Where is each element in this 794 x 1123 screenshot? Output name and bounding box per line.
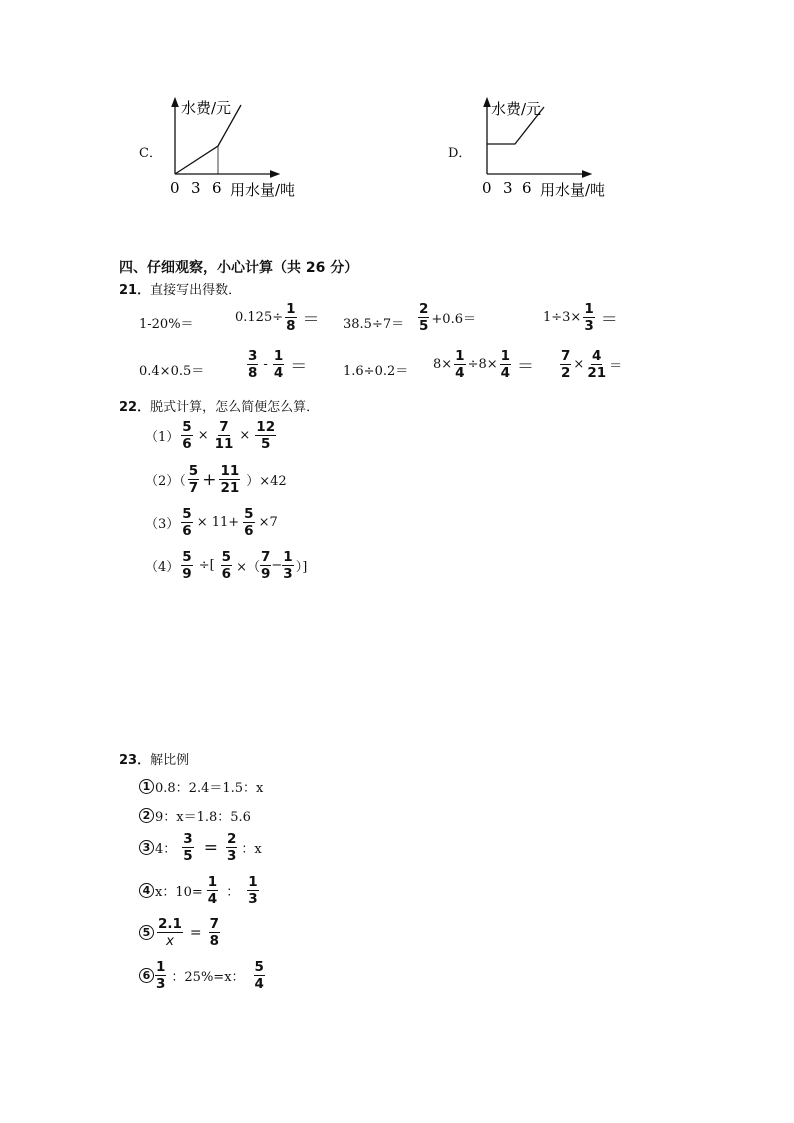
fraction bbox=[226, 832, 237, 863]
tick-label-3: 3 bbox=[503, 179, 513, 197]
denominator: 4 bbox=[207, 891, 218, 908]
denominator: 8 bbox=[286, 318, 296, 335]
circled-number: 4 bbox=[139, 883, 154, 898]
question-text: 直接写出得数． bbox=[150, 283, 242, 298]
numerator: 4 bbox=[592, 348, 602, 364]
numerator: 5 bbox=[221, 549, 232, 565]
operator: − bbox=[271, 558, 283, 574]
q22-problem-2 bbox=[145, 464, 287, 495]
equals-sign: = bbox=[203, 837, 218, 858]
expr-text: ×7 bbox=[258, 515, 278, 531]
fraction bbox=[254, 960, 265, 991]
fraction bbox=[214, 420, 235, 451]
option-c-label: C． bbox=[139, 146, 162, 161]
numerator: 5 bbox=[254, 959, 264, 975]
q21-item-g bbox=[245, 349, 311, 380]
numerator: 1 bbox=[584, 301, 594, 317]
x-axis-label: 用水量/吨 bbox=[540, 181, 606, 199]
expr-text: 1÷3× bbox=[543, 310, 582, 326]
numerator: 11 bbox=[220, 463, 240, 479]
circled-number: 6 bbox=[139, 968, 154, 983]
tick-label-6: 6 bbox=[522, 179, 532, 197]
operator: × bbox=[197, 428, 209, 444]
denominator: 5 bbox=[419, 318, 429, 335]
fraction bbox=[560, 349, 571, 380]
denominator: 4 bbox=[254, 976, 264, 993]
question-text: 解比例 bbox=[150, 753, 190, 768]
question-23-heading bbox=[119, 749, 189, 768]
expr-text: ： bbox=[226, 885, 240, 901]
question-number: 22． bbox=[119, 400, 151, 415]
denominator: 6 bbox=[182, 523, 192, 540]
q21-item-a: 1-20%＝ bbox=[139, 317, 194, 332]
circled-number: 3 bbox=[139, 840, 154, 855]
fraction bbox=[157, 917, 183, 948]
fraction bbox=[188, 464, 199, 495]
expr-text: ）×42 bbox=[246, 474, 287, 490]
fraction bbox=[219, 464, 240, 495]
equals-sign: ＝ bbox=[609, 359, 623, 375]
numerator: 2 bbox=[226, 831, 237, 847]
tick-label-0: 0 bbox=[482, 179, 492, 197]
problem-tag: （3） bbox=[145, 517, 180, 533]
circled-number: 5 bbox=[139, 925, 154, 940]
denominator: x bbox=[165, 933, 174, 950]
denominator: 9 bbox=[260, 566, 271, 583]
expr-text: ：25%=x： bbox=[171, 970, 245, 986]
fraction bbox=[209, 917, 220, 948]
q23-problem-2 bbox=[139, 806, 251, 825]
question-number: 23． bbox=[119, 753, 151, 768]
q22-problem-4 bbox=[145, 550, 307, 581]
numerator: 1 bbox=[455, 348, 465, 364]
numerator: 5 bbox=[244, 506, 254, 522]
problem-tag: （1） bbox=[145, 430, 180, 446]
fraction bbox=[273, 349, 284, 380]
denominator: 5 bbox=[260, 436, 271, 453]
expr-text: 4： bbox=[155, 842, 177, 858]
denominator: 7 bbox=[188, 480, 199, 497]
x-axis-label: 用水量/吨 bbox=[230, 181, 296, 199]
denominator: 6 bbox=[244, 523, 254, 540]
q21-item-j bbox=[558, 349, 622, 380]
problem-tag: （2）（ bbox=[145, 474, 186, 490]
numerator: 3 bbox=[183, 831, 193, 847]
fraction bbox=[454, 349, 465, 380]
numerator: 2 bbox=[419, 301, 429, 317]
numerator: 7 bbox=[260, 549, 271, 565]
denominator: 3 bbox=[283, 566, 293, 583]
numerator: 1 bbox=[273, 348, 284, 364]
q21-item-f: 0.4×0.5＝ bbox=[139, 364, 205, 379]
fraction bbox=[583, 302, 594, 333]
numerator: 2.1 bbox=[158, 916, 182, 932]
expr-text: x：10= bbox=[155, 885, 203, 901]
question-21-heading bbox=[119, 279, 241, 298]
numerator: 5 bbox=[188, 463, 199, 479]
q21-item-h: 1.6÷0.2＝ bbox=[343, 364, 409, 379]
operator: - bbox=[263, 357, 268, 373]
y-axis-label: 水费/元 bbox=[491, 100, 542, 118]
question-22-heading bbox=[119, 396, 319, 415]
tick-label-6: 6 bbox=[212, 179, 222, 197]
question-number: 21． bbox=[119, 283, 151, 298]
fraction bbox=[282, 550, 293, 581]
equals-sign: = bbox=[189, 924, 202, 941]
q21-item-c: 38.5÷7＝ bbox=[343, 317, 405, 332]
operator: × bbox=[573, 357, 585, 373]
denominator: 6 bbox=[221, 566, 232, 583]
expr-text: 8× bbox=[433, 357, 453, 373]
equals-sign: ＝ bbox=[302, 310, 320, 331]
denominator: 4 bbox=[273, 365, 284, 382]
fraction bbox=[500, 349, 511, 380]
numerator: 7 bbox=[561, 348, 571, 364]
expr-text: 0.8：2.4＝1.5：x bbox=[155, 781, 264, 796]
fraction bbox=[247, 349, 258, 380]
q22-problem-1 bbox=[145, 420, 278, 451]
fraction bbox=[243, 507, 254, 538]
numerator: 1 bbox=[207, 874, 218, 890]
fraction bbox=[181, 420, 192, 451]
q23-problem-5 bbox=[139, 917, 222, 948]
q21-item-e bbox=[543, 302, 622, 333]
operator: × bbox=[239, 428, 251, 444]
fraction bbox=[418, 302, 429, 333]
tick-label-0: 0 bbox=[170, 179, 180, 197]
tick-label-3: 3 bbox=[191, 179, 201, 197]
y-axis-label: 水费/元 bbox=[181, 99, 232, 117]
numerator: 7 bbox=[209, 916, 220, 932]
expr-text: +0.6＝ bbox=[431, 312, 476, 328]
q23-problem-3 bbox=[139, 832, 262, 863]
numerator: 1 bbox=[283, 549, 293, 565]
numerator: 1 bbox=[286, 301, 296, 317]
q21-item-b bbox=[235, 302, 324, 333]
operator: + bbox=[202, 469, 217, 490]
fraction bbox=[255, 420, 276, 451]
numerator: 3 bbox=[248, 348, 258, 364]
circled-number: 2 bbox=[139, 808, 154, 823]
denominator: 3 bbox=[156, 976, 166, 993]
expr-text: 9：x＝1.8：5.6 bbox=[155, 810, 251, 825]
expr-text: ÷[ bbox=[198, 558, 215, 574]
q22-problem-3 bbox=[145, 507, 278, 538]
section-title: 四、仔细观察，小心计算（共 26 分） bbox=[119, 260, 359, 276]
denominator: 3 bbox=[584, 318, 594, 335]
denominator: 4 bbox=[455, 365, 465, 382]
denominator: 21 bbox=[587, 365, 607, 382]
equals-sign: ＝ bbox=[600, 310, 618, 331]
numerator: 12 bbox=[256, 419, 276, 435]
denominator: 3 bbox=[226, 848, 237, 865]
numerator: 1 bbox=[156, 959, 166, 975]
denominator: 8 bbox=[248, 365, 258, 382]
fraction bbox=[247, 875, 258, 906]
graph-c bbox=[160, 94, 335, 204]
fraction bbox=[181, 550, 192, 581]
expr-text: ）] bbox=[295, 560, 308, 576]
denominator: 11 bbox=[214, 436, 234, 453]
denominator: 2 bbox=[561, 365, 571, 382]
denominator: 4 bbox=[500, 365, 511, 382]
numerator: 5 bbox=[182, 419, 192, 435]
graph-d bbox=[472, 94, 647, 204]
equals-sign: ＝ bbox=[290, 357, 308, 378]
numerator: 5 bbox=[182, 506, 192, 522]
question-text: 脱式计算，怎么简便怎么算． bbox=[150, 400, 320, 415]
fraction bbox=[285, 302, 296, 333]
numerator: 1 bbox=[248, 874, 258, 890]
fraction bbox=[207, 875, 218, 906]
expr-text: 0.125÷ bbox=[235, 310, 284, 326]
q23-problem-4 bbox=[139, 875, 263, 906]
fraction bbox=[221, 550, 232, 581]
numerator: 1 bbox=[500, 348, 511, 364]
expr-text: ：x bbox=[241, 842, 262, 858]
problem-tag: （4） bbox=[145, 560, 180, 576]
fraction bbox=[260, 550, 271, 581]
circled-number: 1 bbox=[139, 779, 154, 794]
expr-text: × 11+ bbox=[196, 515, 240, 531]
denominator: 3 bbox=[248, 891, 258, 908]
option-d-label: D． bbox=[448, 146, 472, 161]
expr-text: ×（ bbox=[236, 560, 260, 576]
q23-problem-6 bbox=[139, 960, 269, 991]
denominator: 8 bbox=[209, 933, 220, 950]
fraction bbox=[586, 349, 607, 380]
operator: ÷8× bbox=[467, 357, 498, 373]
numerator: 7 bbox=[219, 419, 229, 435]
q21-item-i bbox=[433, 349, 538, 380]
denominator: 21 bbox=[220, 480, 240, 497]
equals-sign: ＝ bbox=[517, 357, 535, 378]
fraction bbox=[181, 507, 192, 538]
q23-problem-1 bbox=[139, 777, 263, 796]
q21-item-d bbox=[416, 302, 476, 333]
denominator: 6 bbox=[182, 436, 192, 453]
numerator: 5 bbox=[182, 549, 192, 565]
denominator: 9 bbox=[182, 566, 192, 583]
denominator: 5 bbox=[183, 848, 193, 865]
fraction bbox=[155, 960, 166, 991]
fraction bbox=[182, 832, 193, 863]
